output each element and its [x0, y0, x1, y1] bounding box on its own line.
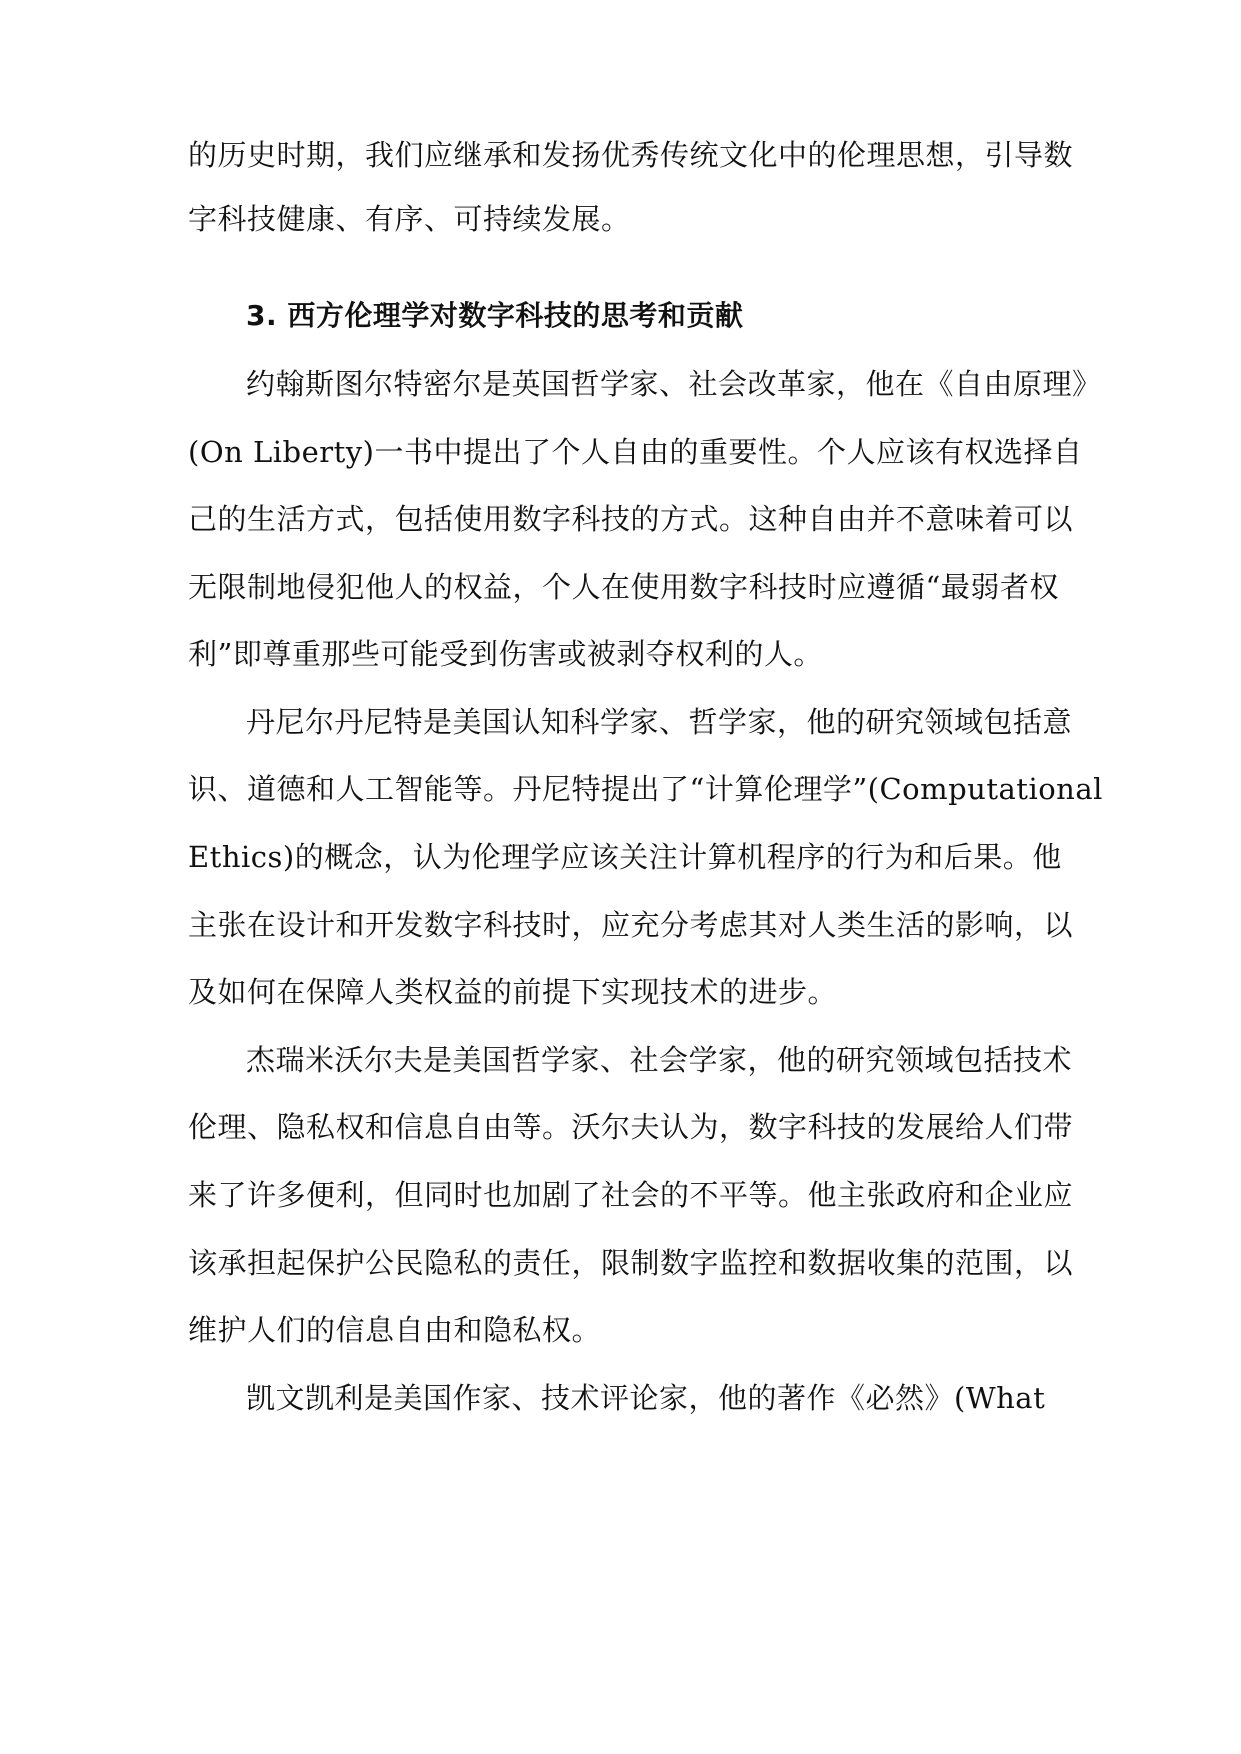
text-line-12: 主张在设计和开发数字科技时，应充分考虑其对人类生活的影响，以 — [188, 908, 1074, 942]
text-line-14: 杰瑞米沃尔夫是美国哲学家、社会学家，他的研究领域包括技术 — [246, 1043, 1073, 1077]
text-line-5: (On Liberty)一书中提出了个人自由的重要性。个人应该有权选择自 — [188, 435, 1083, 469]
text-line-18: 维护人们的信息自由和隐私权。 — [188, 1313, 602, 1347]
text-line-6: 己的生活方式，包括使用数字科技的方式。这种自由并不意味着可以 — [188, 502, 1074, 536]
text-line-16: 来了许多便利，但同时也加剧了社会的不平等。他主张政府和企业应 — [188, 1178, 1074, 1212]
text-line-13: 及如何在保障人类权益的前提下实现技术的进步。 — [188, 975, 838, 1009]
text-line-7: 无限制地侵犯他人的权益，个人在使用数字科技时应遵循“最弱者权 — [188, 570, 1059, 604]
text-line-4: 约翰斯图尔特密尔是英国哲学家、社会改革家，他在《自由原理》 — [246, 367, 1102, 401]
text-line-9: 丹尼尔丹尼特是美国认知科学家、哲学家，他的研究领域包括意 — [246, 705, 1073, 739]
text-line-15: 伦理、隐私权和信息自由等。沃尔夫认为，数字科技的发展给人们带 — [188, 1110, 1074, 1144]
text-line-1: 的历史时期，我们应继承和发扬优秀传统文化中的伦理思想，引导数 — [188, 138, 1074, 172]
text-line-8: 利”即尊重那些可能受到伤害或被剥夺权利的人。 — [188, 637, 823, 671]
text-line-10: 识、道德和人工智能等。丹尼特提出了“计算伦理学”(Computational — [188, 772, 1103, 806]
text-line-17: 该承担起保护公民隐私的责任，限制数字监控和数据收集的范围，以 — [188, 1246, 1074, 1280]
text-line-2: 字科技健康、有序、可持续发展。 — [188, 202, 631, 236]
section-heading: 3. 西方伦理学对数字科技的思考和贡献 — [246, 299, 744, 332]
text-line-11: Ethics)的概念，认为伦理学应该关注计算机程序的行为和后果。他 — [188, 840, 1062, 874]
text-line-19: 凯文凯利是美国作家、技术评论家，他的著作《必然》(What — [246, 1381, 1046, 1415]
